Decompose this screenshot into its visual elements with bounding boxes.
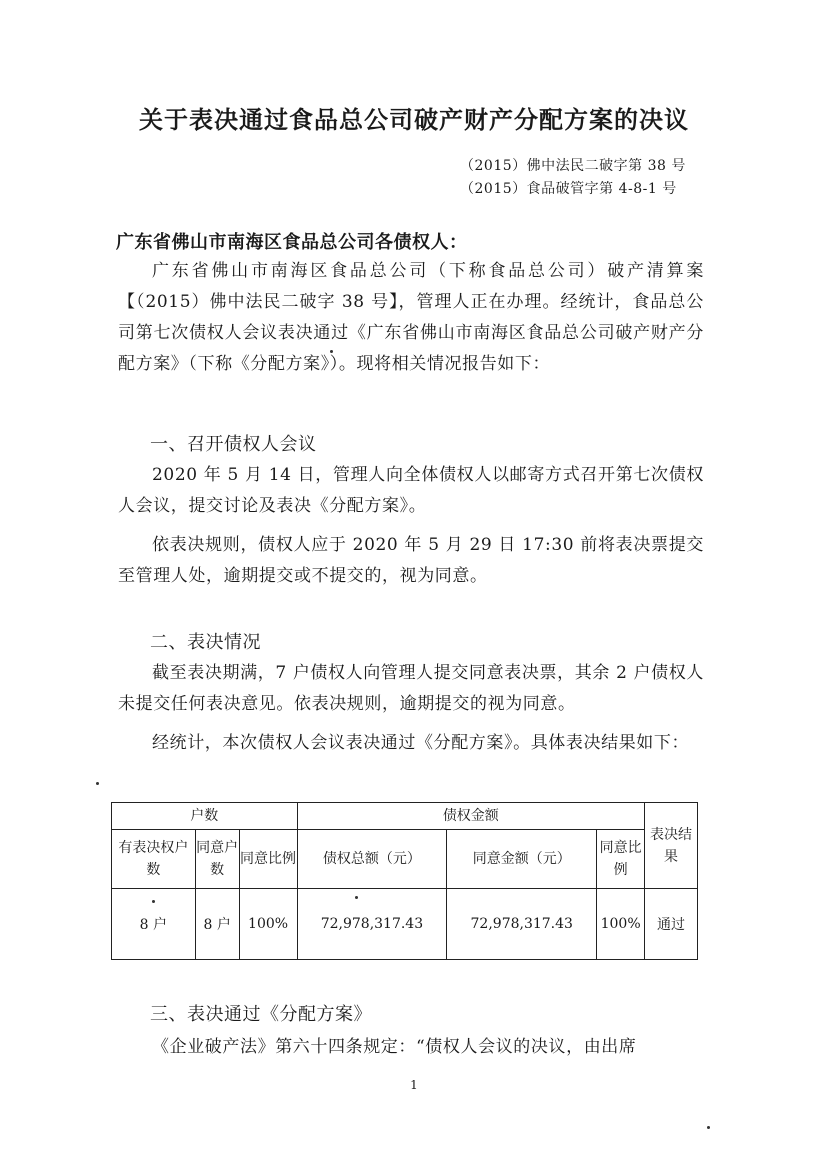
section-3-paragraph-1: 《企业破产法》第六十四条规定：“债权人会议的决议，由出席 <box>152 1037 637 1057</box>
section-1-paragraph-1: 2020 年 5 月 14 日，管理人向全体债权人以邮寄方式召开第七次债权人会议，提交讨论及表决《分配方案》。 <box>118 465 704 516</box>
administrator-file-number: （2015）食品破管字第 4-8-1 号 <box>460 181 677 197</box>
cell-agree-households: 8 户 <box>195 889 239 960</box>
cell-agree-amount: 72,978,317.43 <box>447 889 597 960</box>
section-2-paragraph-2: 经统计，本次债权人会议表决通过《分配方案》。具体表决结果如下： <box>152 733 690 753</box>
cell-agree-amount-ratio: 100% <box>597 889 645 960</box>
page-number: 1 <box>410 1078 418 1092</box>
col-header-result: 表决结果 <box>645 803 698 889</box>
document-title: 关于表决通过食品总公司破产财产分配方案的决议 <box>139 106 689 134</box>
scan-speck <box>96 782 99 785</box>
cell-result: 通过 <box>645 889 698 960</box>
col-header-agree-households: 同意户数 <box>195 830 239 889</box>
intro-paragraph: 广东省佛山市南海区食品总公司（下称食品总公司）破产清算案【（2015）佛中法民二破字 38 号】，管理人正在办理。经统计，食品总公司第七次债权人会议表决通过《广东省佛山市南海区食品总公司破产财产分配方案》（下称《分配方案》）。现将相关情况报告如下： <box>118 261 704 374</box>
case-number: （2015）佛中法民二破字第 38 号 <box>460 158 686 174</box>
scan-speck <box>707 1126 710 1129</box>
group-header-amount: 债权金额 <box>297 803 645 830</box>
col-header-voting-households: 有表决权户数 <box>112 830 196 889</box>
scan-speck <box>330 350 333 353</box>
scan-speck <box>355 896 358 899</box>
table-row <box>112 889 698 960</box>
section-2-paragraph-1: 截至表决期满，7 户债权人向管理人提交同意表决票，其余 2 户债权人未提交任何表决意见。依表决规则，逾期提交的视为同意。 <box>118 663 704 714</box>
section-1-heading: 一、召开债权人会议 <box>150 434 317 455</box>
section-3-heading: 三、表决通过《分配方案》 <box>150 1004 372 1025</box>
cell-agree-ratio: 100% <box>239 889 297 960</box>
col-header-total-amount: 债权总额（元） <box>297 830 447 889</box>
col-header-agree-amount-ratio: 同意比例 <box>597 830 645 889</box>
cell-total-amount: 72,978,317.43 <box>297 889 447 960</box>
section-2-heading: 二、表决情况 <box>150 632 261 653</box>
vote-results-table <box>111 802 698 960</box>
table-column-header-row <box>112 830 698 889</box>
cell-voting-households: 8 户 <box>112 889 196 960</box>
group-header-households: 户数 <box>112 803 298 830</box>
table-group-header-row <box>112 803 698 830</box>
scan-speck <box>152 900 155 903</box>
section-1-paragraph-2: 依表决规则，债权人应于 2020 年 5 月 29 日 17:30 前将表决票提交至管理人处，逾期提交或不提交的，视为同意。 <box>118 535 704 586</box>
col-header-agree-ratio: 同意比例 <box>239 830 297 889</box>
addressee: 广东省佛山市南海区食品总公司各债权人： <box>116 232 468 253</box>
col-header-agree-amount: 同意金额（元） <box>447 830 597 889</box>
